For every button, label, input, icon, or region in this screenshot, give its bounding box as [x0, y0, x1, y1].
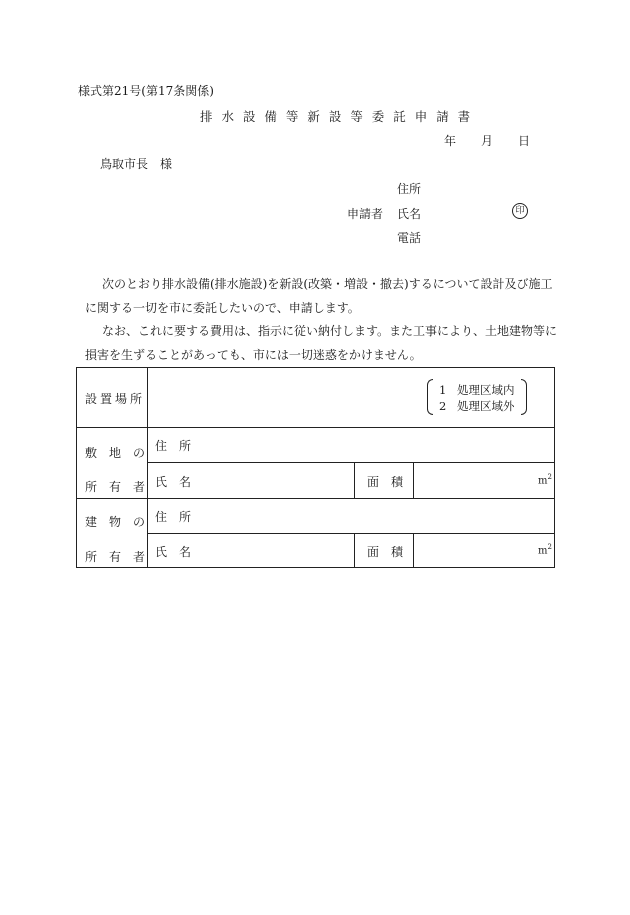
applicant-name-label: 氏名 — [397, 207, 422, 221]
building-address-label: 住 所 — [155, 510, 192, 524]
area-unit-text: m — [538, 475, 548, 487]
body-text-line-2: に関する一切を市に委託したいので、申請します。 — [85, 301, 360, 315]
land-area-label: 面 積 — [367, 475, 404, 489]
applicant-address-label: 住所 — [397, 182, 422, 196]
building-area-label: 面 積 — [367, 545, 404, 559]
option-label: 処理区域外 — [457, 399, 515, 413]
row-divider — [147, 462, 554, 463]
column-divider — [413, 462, 414, 498]
form-number: 様式第21号(第17条関係) — [78, 84, 214, 98]
row-divider — [77, 427, 554, 428]
land-owner-label-top: 敷 地 の — [85, 446, 146, 460]
row-divider — [147, 533, 554, 534]
option-number: 1 — [439, 383, 447, 397]
option-number: 2 — [439, 399, 447, 413]
option-inside-area[interactable] — [439, 382, 515, 398]
building-owner-label-top: 建 物 の — [85, 515, 146, 529]
body-text-line-3: なお、これに要する費用は、指示に従い納付します。また工事により、土地建物等に — [102, 324, 558, 338]
date-year-label: 年 — [444, 134, 457, 148]
addressee — [100, 155, 172, 172]
document-title: 排 水 設 備 等 新 設 等 委 託 申 請 書 — [200, 109, 473, 124]
land-area-unit — [538, 473, 552, 486]
addressee-honorific: 様 — [160, 157, 173, 171]
row-divider — [77, 498, 554, 499]
application-table — [76, 367, 555, 568]
building-area-unit — [538, 543, 552, 556]
applicant-label: 申請者 — [347, 207, 384, 221]
land-name-label: 氏 名 — [155, 475, 192, 489]
area-options — [427, 379, 527, 415]
column-divider — [354, 462, 355, 498]
install-location-label: 設置場所 — [85, 392, 146, 406]
area-unit-exponent: 2 — [547, 473, 552, 481]
building-name-label: 氏 名 — [155, 545, 192, 559]
option-outside-area[interactable] — [439, 398, 515, 414]
option-label: 処理区域内 — [457, 383, 515, 397]
addressee-name: 鳥取市長 — [100, 157, 149, 171]
applicant-phone-label: 電話 — [397, 231, 422, 245]
building-owner-label-bottom: 所 有 者 — [85, 550, 146, 564]
area-unit-exponent: 2 — [547, 543, 552, 551]
bracket-right — [521, 379, 527, 415]
column-divider — [354, 533, 355, 567]
column-divider — [147, 368, 148, 567]
bracket-left — [427, 379, 433, 415]
seal-icon: 印 — [512, 203, 528, 219]
body-text-line-1: 次のとおり排水設備(排水施設)を新設(改築・増設・撤去)するについて設計及び施工 — [102, 277, 553, 291]
land-address-label: 住 所 — [155, 439, 192, 453]
date-day-label: 日 — [518, 134, 531, 148]
date-line — [444, 132, 530, 149]
body-text-line-4: 損害を生ずることがあっても、市には一切迷惑をかけません。 — [85, 348, 422, 362]
land-owner-label-bottom: 所 有 者 — [85, 480, 146, 494]
area-unit-text: m — [538, 545, 548, 557]
column-divider — [413, 533, 414, 567]
date-month-label: 月 — [481, 134, 494, 148]
